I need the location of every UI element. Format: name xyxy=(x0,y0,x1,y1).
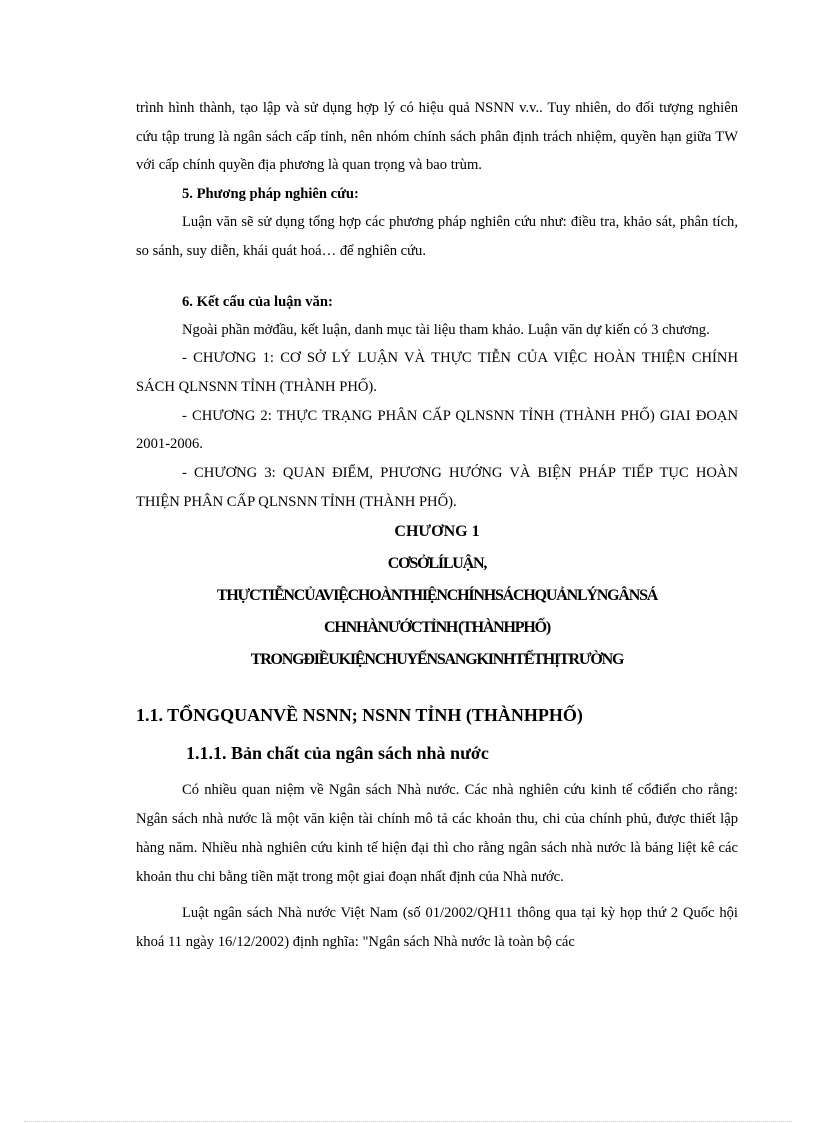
chapter-number: CHƯƠNG 1 xyxy=(394,523,480,541)
chapter-outline-3: - CHƯƠNG 3: QUAN ĐIỂM, PHƯƠNG HƯỚNG VÀ BIỆN PHÁP TIẾP TỤC HOÀN THIỆN PHÂN CẤP QLNSNN TỈNH (THÀNH PHỐ). xyxy=(136,465,738,510)
page-bottom-border xyxy=(24,1121,792,1122)
chapter-title-line-2: THỰCTIỄNCỦAVIỆCHOÀNTHIỆNCHÍNHSÁCHQUẢNLÝNGÂNSÁ xyxy=(216,587,658,605)
chapter-title-line-3: CHNHÀNƯỚCTỈNH (THÀNHPHỐ) xyxy=(324,619,550,637)
subsection-heading-1-1-1: 1.1.1. Bản chất của ngân sách nhà nước xyxy=(186,743,489,764)
heading-research-method: 5. Phương pháp nghiên cứu: xyxy=(182,186,359,203)
chapter-title-line-4: TRONGĐIỀUKIỆNCHUYỂNSANGKINHTẾTHỊTRƯỜNG xyxy=(250,651,624,669)
spacer xyxy=(136,891,738,899)
heading-thesis-structure: 6. Kết cấu của luận văn: xyxy=(182,293,333,310)
chapter-outline-2: - CHƯƠNG 2: THỰC TRẠNG PHÂN CẤP QLNSNN TỈNH (THÀNH PHỐ) GIAI ĐOẠN 2001-2006. xyxy=(136,407,738,453)
page-content xyxy=(136,94,738,957)
paragraph-thesis-structure: Ngoài phần mởđầu, kết luận, danh mục tài liệu tham khảo. Luận văn dự kiến có 3 chương. xyxy=(182,321,710,338)
spacer xyxy=(136,768,738,776)
spacer xyxy=(136,676,738,700)
paragraph-budget-concepts: Có nhiều quan niệm về Ngân sách Nhà nước. Các nhà nghiên cứu kinh tế cổđiển cho rằng: Ngân sách nhà nước là một văn kiện tài chính mô tả các khoản thu, chi của chính phủ, được thiết lập hàng năm. Nhiều nhà nghiên cứu kinh tế hiện đại thì cho rằng ngân sách nhà nước là bảng liệt kê các khoản thu chi bằng tiền mặt trong một giai đoạn nhất định của Nhà nước. xyxy=(136,782,738,885)
paragraph-budget-law: Luật ngân sách Nhà nước Việt Nam (số 01/2002/QH11 thông qua tại kỳ họp thứ 2 Quốc hội khoá 11 ngày 16/12/2002) định nghĩa: "Ngân sách Nhà nước là toàn bộ các xyxy=(136,905,738,950)
paragraph-research-method: Luận văn sẽ sử dụng tổng hợp các phương pháp nghiên cứu như: điều tra, khảo sát, phân tích, so sánh, suy diễn, khái quát hoá… để nghiên cứu. xyxy=(136,214,738,259)
section-heading-1-1: 1.1. TỔNGQUANVỀ NSNN; NSNN TỈNH (THÀNHPHỐ) xyxy=(136,705,583,726)
chapter-title-line-1: CƠSỞLÍLUẬN, xyxy=(387,555,487,573)
paragraph-continuation: trình hình thành, tạo lập và sử dụng hợp lý có hiệu quả NSNN v.v.. Tuy nhiên, do đối tượng nghiên cứu tập trung là ngân sách cấp tỉnh, nên nhóm chính sách phân định trách nhiệm, quyền hạn giữa TW với cấp chính quyền địa phương là quan trọng và bao trùm. xyxy=(136,100,738,174)
spacer xyxy=(136,266,738,288)
chapter-outline-1: - CHƯƠNG 1: CƠ SỞ LÝ LUẬN VÀ THỰC TIỄN CỦA VIỆC HOÀN THIỆN CHÍNH SÁCH QLNSNN TỈNH (THÀNH PHỐ). xyxy=(136,350,738,395)
spacer xyxy=(136,730,738,738)
